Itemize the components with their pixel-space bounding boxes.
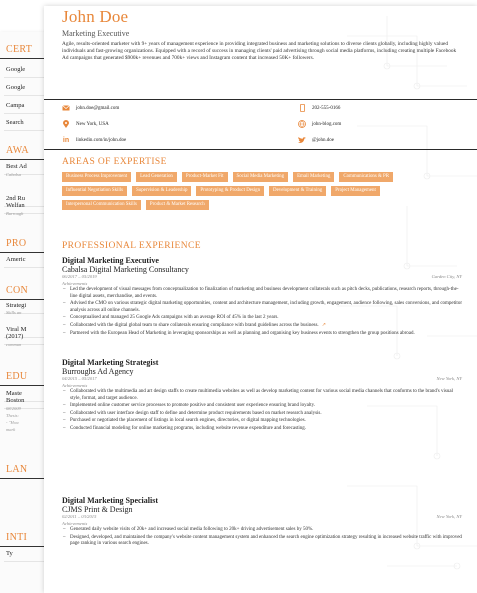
phone-contact[interactable] — [298, 104, 340, 112]
achievement-item — [62, 389, 462, 402]
skill-tag: Lead Generation — [136, 172, 177, 182]
email-contact[interactable] — [62, 104, 119, 112]
job-title: Digital Marketing Specialist — [62, 496, 158, 505]
achievement-list — [62, 389, 462, 433]
job-entry — [62, 496, 462, 549]
skill-tag: Influential Negotiation Skills — [62, 186, 127, 196]
back-item-text: Google — [6, 84, 26, 91]
achievement-item — [62, 301, 462, 314]
achievement-text: Implemented online customer service processes to promote positive and consistent user experience ensuring brand loyalty. — [70, 403, 316, 409]
achievement-item — [62, 331, 462, 338]
skill-tag: Project Management — [331, 186, 380, 196]
job-entry — [62, 358, 462, 434]
back-item-text: Maste — [6, 390, 22, 397]
achievement-item — [62, 411, 462, 418]
back-item-text: Thesis: — [6, 413, 20, 418]
achievement-item — [62, 426, 462, 433]
divider — [44, 149, 477, 150]
skill-tag: Communications & PR — [339, 172, 393, 182]
globe-icon — [298, 120, 306, 128]
achievement-text: Collaborated with user interface design staff to define and determine product requirements based on market research analysis. — [70, 410, 322, 416]
back-item-text: Search — [6, 119, 24, 126]
back-item-text: Google — [6, 66, 26, 73]
section-heading-experience: PROFESSIONAL EXPERIENCE — [62, 241, 201, 251]
linkedin-text: linkedin.com/in/john.doe — [76, 137, 127, 143]
linkedin-icon: in — [62, 136, 70, 144]
back-item-text: Viral M — [6, 326, 27, 333]
website-contact[interactable] — [298, 120, 341, 128]
skill-tag: Email Marketing — [293, 172, 334, 182]
back-section-heading: CON — [6, 285, 29, 296]
back-item-text: - "How — [6, 420, 20, 425]
job-dates: 06/2017 – 05/2019 — [62, 274, 97, 279]
location-contact — [62, 120, 109, 128]
achievement-text: Conducted financial modeling for online marketing programs, including website revenue expenditure and forecasting. — [70, 425, 307, 431]
achievement-text: Generated daily website visits of 20k+ and increased social media following to 20k+ driving advertisement sales by 50%. — [70, 527, 314, 532]
achievement-item — [62, 527, 462, 534]
location-text: New York, USA — [76, 121, 109, 127]
back-item-text: Strategi — [6, 302, 27, 309]
back-item-text: Americ — [6, 256, 26, 263]
back-item-text: Ty — [6, 550, 13, 557]
company-name: CJMS Print & Design — [62, 505, 133, 514]
back-item-text: commun — [6, 342, 22, 347]
skills-tag-list — [62, 172, 462, 210]
skill-tag: Social Media Marketing — [233, 172, 289, 182]
company-name: Cabalsa Digital Marketing Consultancy — [62, 265, 189, 274]
achievement-item — [62, 535, 462, 548]
achievement-list — [62, 527, 462, 548]
achievement-item — [62, 315, 462, 322]
achievement-text: Collaborated with the multimedia and art design staffs to create multimedia websites as well as develop marketing content for various social media channels that conforms to the brand's visual style, format, and target audience. — [70, 389, 453, 401]
achievement-list — [62, 287, 462, 337]
achievement-text: Led the development of visual messages from conceptualization to finalization of marketing and business development collaterals such as pitch decks, publications, research reports, through-the-line digital assets, merchandise, and events. — [70, 287, 459, 299]
back-item-text: Campa — [6, 102, 25, 109]
back-item-text: Skills an — [6, 310, 22, 315]
back-section-heading: AWA — [6, 145, 29, 156]
phone-text: 202-555-0166 — [312, 105, 341, 111]
back-item-text: Best Ad — [6, 163, 27, 170]
back-item-text: Boston — [6, 397, 25, 404]
divider — [44, 99, 477, 100]
job-meta — [62, 274, 462, 281]
back-item-text: mark — [6, 427, 16, 432]
back-item-text: 08/2009 — [6, 406, 21, 411]
achievement-text: Partnered with the European Head of Marketing in leveraging sponsorships as well as planning and organising key business events to strengthen the group positions abroad. — [70, 330, 415, 336]
skill-tag: Product & Market Research — [146, 200, 209, 210]
company-name: Burroughs Ad Agency — [62, 367, 134, 376]
job-title: Digital Marketing Strategist — [62, 358, 159, 367]
achievement-text: Designed, developed, and maintained the company's website content management system and enhanced the search engine optimization strategy resulting in increased website traffic with improved page ranking in various search engines. — [70, 534, 462, 547]
job-dates: 02/2011 – 03/2015 — [62, 514, 97, 519]
job-location: New York, NY — [436, 514, 462, 519]
achievement-item — [62, 287, 462, 300]
envelope-icon — [62, 104, 70, 112]
skill-tag: Prototyping & Product Design — [196, 186, 264, 196]
location-pin-icon — [62, 120, 70, 128]
skill-tag: Supervision & Leadership — [132, 186, 191, 196]
achievement-item — [62, 418, 462, 425]
back-item-text: 2nd Ru — [6, 195, 25, 202]
job-entry — [62, 256, 462, 338]
achievement-item — [62, 403, 462, 410]
summary-text: Agile, results-oriented marketer with 9+ years of management experience in providing integrated business and marketing solutions to diverse clients globally, including highly valued individuals and fast-growing organizations. Equipped with a record of success in managing clients' paid advertising through social media platforms, including creating multiple Facebook Ad campaigns that generated $900k+ revenues and 700k+ views and Instagram content that increased 50K+ followers. — [62, 41, 457, 61]
back-section-heading: INTI — [6, 532, 28, 543]
back-item-text: Welfan — [6, 202, 25, 209]
email-text: john.doe@gmail.com — [76, 105, 120, 111]
website-text: john-blog.com — [312, 121, 342, 127]
back-section-heading: PRO — [6, 238, 27, 249]
achievement-text: Conceptualised and managed 25 Google Ads campaigns with an average ROI of 45% in the last 2 years. — [70, 315, 279, 321]
skill-tag: Interpersonal Communication Skills — [62, 200, 141, 210]
back-section-heading: CERT — [6, 44, 33, 55]
achievements-label: Achievements — [62, 383, 88, 388]
phone-icon — [298, 104, 306, 112]
back-section-heading: LAN — [6, 464, 28, 475]
twitter-text: @john.doe — [312, 137, 334, 143]
job-title: Digital Marketing Executive — [62, 256, 159, 265]
twitter-bird-icon — [298, 136, 306, 144]
back-item-text: (2017) — [6, 333, 24, 340]
achievement-text: Collaborated with the digital global team to share collaterals ensuring compliance with brand guidelines across the business. — [70, 322, 319, 328]
linkedin-contact[interactable] — [62, 136, 126, 144]
skill-tag: Development & Training — [269, 186, 326, 196]
job-meta — [62, 376, 462, 383]
section-heading-expertise: AREAS OF EXPERTISE — [62, 157, 167, 167]
twitter-contact[interactable] — [298, 136, 334, 144]
job-dates: 04/2015 – 05/2017 — [62, 376, 97, 381]
achievement-item — [62, 323, 462, 330]
job-location: Garden City, NY — [431, 274, 462, 279]
job-location: New York, NY — [436, 376, 462, 381]
achievement-text: Advised the CMO on various strategic digital marketing opportunities, content and architecture management, including growth, engagement, audience following, sales conversions, and competitor analysis across all online channels. — [70, 301, 462, 313]
achievement-text: Purchased or negotiated the placement of listings in local search engines, directories, or digital mapping technologies. — [70, 418, 306, 424]
job-meta — [62, 514, 462, 521]
candidate-title: Marketing Executive — [62, 29, 130, 38]
back-section-heading: EDU — [6, 371, 28, 382]
achievements-label: Achievements — [62, 281, 88, 286]
skill-tag: Business Process Improvement — [62, 172, 131, 182]
resume-page — [44, 6, 477, 593]
back-item-text: Cabalsa — [6, 172, 22, 177]
candidate-name: John Doe — [62, 7, 129, 26]
skill-tag: Product-Market Fit — [182, 172, 228, 182]
external-link-icon[interactable]: ↗ — [321, 322, 326, 328]
back-item-text: Burrough — [6, 211, 24, 216]
achievements-label: Achievements — [62, 521, 88, 526]
